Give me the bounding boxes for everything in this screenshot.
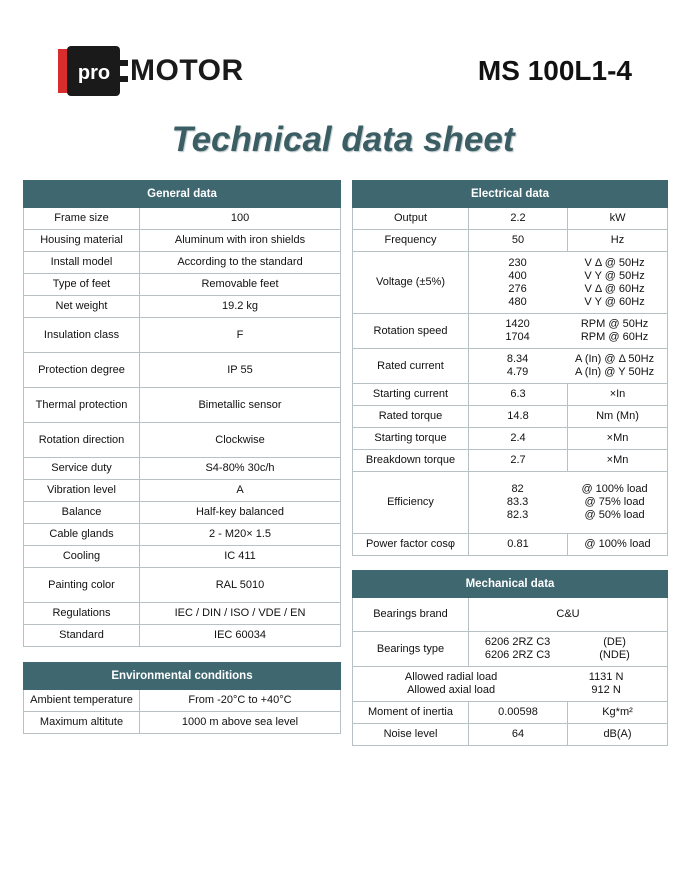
row-value: Aluminum with iron shields — [140, 230, 341, 252]
row-value: 19.2 kg — [140, 296, 341, 318]
environmental-header: Environmental conditions — [24, 663, 341, 690]
table-row — [353, 534, 668, 556]
row-unit: (NDE) — [599, 649, 630, 661]
table-row — [24, 274, 341, 296]
row-label: Painting color — [24, 568, 140, 603]
table-row — [353, 724, 668, 746]
row-value: 0.81 — [469, 534, 568, 556]
row-label: Install model — [24, 252, 140, 274]
table-row — [353, 406, 668, 428]
row-unit: (DE) — [603, 636, 626, 648]
row-value: 0.00598 — [469, 702, 568, 724]
table-row — [24, 712, 341, 734]
row-value: 82 — [511, 483, 524, 495]
table-row — [353, 208, 668, 230]
table-row — [353, 702, 668, 724]
row-unit: @ 100% load — [581, 483, 648, 495]
table-row — [24, 296, 341, 318]
row-unit: ×Mn — [568, 428, 668, 450]
row-value: F — [140, 318, 341, 353]
row-label: Net weight — [24, 296, 140, 318]
row-label: Vibration level — [24, 480, 140, 502]
environmental-table — [23, 662, 341, 734]
row-value: 82.3 — [506, 509, 529, 521]
row-unit: Nm (Mn) — [568, 406, 668, 428]
row-label: Allowed radial load — [404, 671, 498, 683]
row-value: 2.7 — [469, 450, 568, 472]
row-label: Voltage (±5%) — [353, 252, 469, 314]
efficiency-values — [469, 472, 668, 534]
table-row — [24, 230, 341, 252]
row-unit: ×In — [568, 384, 668, 406]
table-row — [353, 667, 668, 702]
loads-values — [353, 667, 668, 702]
table-row — [24, 603, 341, 625]
row-value: Bimetallic sensor — [140, 388, 341, 423]
row-value: 6206 2RZ C3 — [484, 636, 551, 648]
electrical-data-header: Electrical data — [353, 181, 668, 208]
model-number: MS 100L1-4 — [477, 55, 632, 86]
table-row — [24, 690, 341, 712]
row-value: IEC / DIN / ISO / VDE / EN — [140, 603, 341, 625]
row-value: 1704 — [505, 331, 530, 343]
logo-wordmark: MOTOR — [130, 54, 244, 87]
row-label: Maximum altitute — [24, 712, 140, 734]
row-label: Regulations — [24, 603, 140, 625]
table-row — [24, 546, 341, 568]
row-unit: V Y @ 50Hz — [584, 269, 645, 282]
row-label: Cooling — [24, 546, 140, 568]
table-row — [353, 632, 668, 667]
table-row — [24, 502, 341, 524]
row-unit: @ 50% load — [584, 509, 645, 521]
table-row — [24, 353, 341, 388]
row-value: From -20°C to +40°C — [140, 690, 341, 712]
row-label: Cable glands — [24, 524, 140, 546]
row-label: Bearings brand — [353, 598, 469, 632]
current-values — [469, 349, 668, 384]
row-label: Thermal protection — [24, 388, 140, 423]
row-value: IC 411 — [140, 546, 341, 568]
table-row — [353, 230, 668, 252]
electrical-data-table — [352, 180, 668, 556]
table-row — [353, 598, 668, 632]
row-value: 6206 2RZ C3 — [484, 649, 551, 661]
table-row — [24, 458, 341, 480]
row-unit: V Y @ 60Hz — [584, 295, 645, 308]
table-row — [24, 423, 341, 458]
row-label: Allowed axial load — [407, 684, 496, 696]
row-value: Clockwise — [140, 423, 341, 458]
row-unit: @ 75% load — [584, 496, 645, 508]
row-value: 276 — [508, 282, 527, 295]
row-value: 480 — [508, 295, 527, 308]
general-data-table — [23, 180, 341, 647]
row-value: 1131 N — [588, 671, 624, 683]
bearings-type-values — [469, 632, 668, 667]
row-unit: @ 100% load — [568, 534, 668, 556]
row-label: Power factor cosφ — [353, 534, 469, 556]
row-unit: V Δ @ 60Hz — [584, 282, 645, 295]
voltage-values — [469, 252, 668, 314]
page-title: Technical data sheet — [171, 120, 515, 159]
row-unit: A (In) @ Y 50Hz — [574, 366, 655, 378]
table-row — [353, 450, 668, 472]
general-data-header: General data — [24, 181, 341, 208]
table-row — [24, 480, 341, 502]
table-row — [24, 388, 341, 423]
row-value: 400 — [508, 269, 527, 282]
row-value: 4.79 — [506, 366, 529, 378]
row-unit: Kg*m² — [568, 702, 668, 724]
row-label: Rated current — [353, 349, 469, 384]
row-label: Breakdown torque — [353, 450, 469, 472]
row-unit: RPM @ 60Hz — [580, 331, 649, 343]
row-label: Service duty — [24, 458, 140, 480]
row-value: 50 — [469, 230, 568, 252]
table-row — [353, 428, 668, 450]
table-row — [353, 314, 668, 349]
row-label: Insulation class — [24, 318, 140, 353]
row-unit: Hz — [568, 230, 668, 252]
table-row — [353, 349, 668, 384]
row-value: 2 - M20× 1.5 — [140, 524, 341, 546]
row-value: 2.2 — [469, 208, 568, 230]
row-label: Rotation direction — [24, 423, 140, 458]
row-value: 912 N — [591, 684, 621, 696]
row-value: IP 55 — [140, 353, 341, 388]
table-row — [24, 625, 341, 647]
row-value: 14.8 — [469, 406, 568, 428]
table-row — [24, 318, 341, 353]
table-row — [353, 252, 668, 314]
plug-logo-icon — [58, 46, 128, 96]
row-value: 100 — [140, 208, 341, 230]
row-label: Bearings type — [353, 632, 469, 667]
table-row — [24, 568, 341, 603]
logo-plug-text: pro — [77, 62, 111, 84]
table-row — [353, 384, 668, 406]
row-value: Removable feet — [140, 274, 341, 296]
row-value: Half-key balanced — [140, 502, 341, 524]
row-value: 6.3 — [469, 384, 568, 406]
row-value: S4-80% 30c/h — [140, 458, 341, 480]
mechanical-data-header: Mechanical data — [353, 571, 668, 598]
row-label: Output — [353, 208, 469, 230]
table-row — [24, 252, 341, 274]
row-label: Starting torque — [353, 428, 469, 450]
row-unit: V Δ @ 50Hz — [584, 256, 645, 269]
row-label: Type of feet — [24, 274, 140, 296]
row-value: 1420 — [505, 318, 530, 330]
row-unit: kW — [568, 208, 668, 230]
row-value: IEC 60034 — [140, 625, 341, 647]
speed-values — [469, 314, 668, 349]
row-label: Starting current — [353, 384, 469, 406]
mechanical-data-table — [352, 570, 668, 746]
table-row — [353, 472, 668, 534]
row-label: Rotation speed — [353, 314, 469, 349]
row-value: 1000 m above sea level — [140, 712, 341, 734]
row-value: A — [140, 480, 341, 502]
row-label: Housing material — [24, 230, 140, 252]
brand-logo — [58, 46, 273, 96]
table-row — [24, 208, 341, 230]
row-label: Frequency — [353, 230, 469, 252]
table-row — [24, 524, 341, 546]
row-unit: dB(A) — [568, 724, 668, 746]
row-value: 64 — [469, 724, 568, 746]
row-unit: ×Mn — [568, 450, 668, 472]
row-value: According to the standard — [140, 252, 341, 274]
row-label: Efficiency — [353, 472, 469, 534]
row-label: Frame size — [24, 208, 140, 230]
row-label: Standard — [24, 625, 140, 647]
row-label: Balance — [24, 502, 140, 524]
row-value: 230 — [508, 256, 527, 269]
row-value: C&U — [469, 598, 668, 632]
row-label: Protection degree — [24, 353, 140, 388]
row-label: Ambient temperature — [24, 690, 140, 712]
row-label: Rated torque — [353, 406, 469, 428]
row-unit: RPM @ 50Hz — [580, 318, 649, 330]
row-label: Noise level — [353, 724, 469, 746]
row-label: Moment of inertia — [353, 702, 469, 724]
row-value: 8.34 — [506, 353, 529, 365]
row-value: RAL 5010 — [140, 568, 341, 603]
row-value: 2.4 — [469, 428, 568, 450]
row-value: 83.3 — [506, 496, 529, 508]
row-unit: A (In) @ Δ 50Hz — [575, 353, 655, 365]
